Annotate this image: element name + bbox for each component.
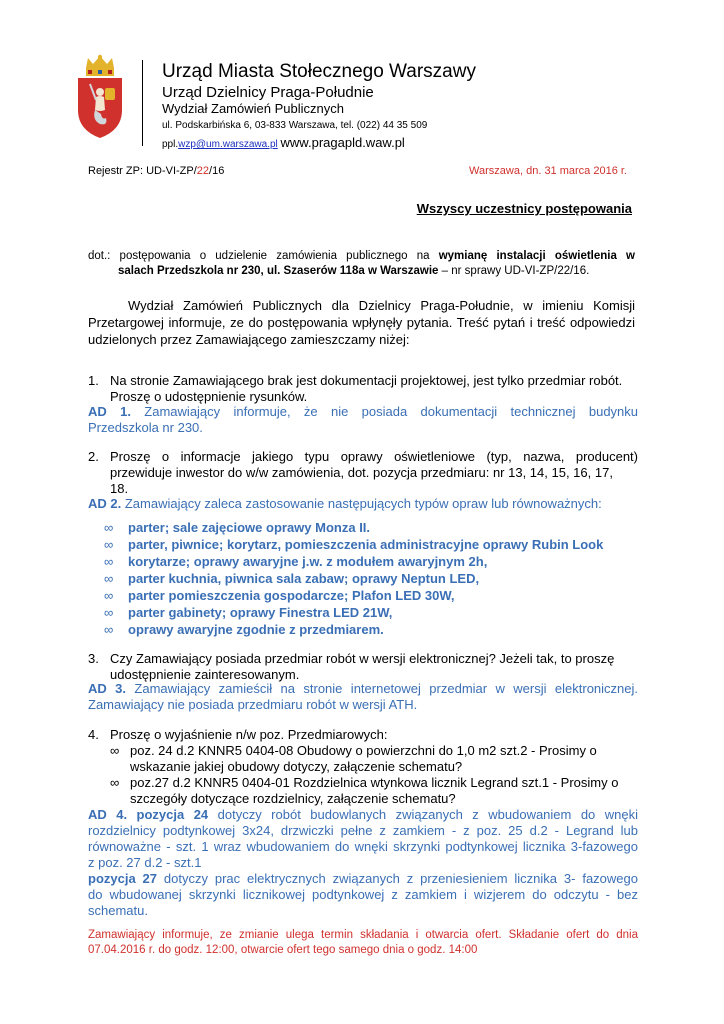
answer-1: AD 1. Zamawiający informuje, że nie posiada dokumentacji technicznej budynku Przedszkola nr 230. [88,404,639,435]
district-title: Urząd Dzielnicy Praga-Południe [162,84,374,101]
answer-2: AD 2. Zamawiający zaleca zastosowanie następujących typów opraw lub równoważnych: [88,496,602,511]
subject-line: dot.: postępowania o udzielenie zamówienia publicznego na wymianę instalacji oświetlenia w salach Przedszkola nr 230, ul. Szaserów 118a w Warszawie – nr sprawy UD-VI-ZP/22/16. [88,250,635,277]
deadline-change-note: Zamawiający informuje, ze zmianie ulega termin składania i otwarcia ofert. Składanie ofert do dnia 07.04.2016 r. do godz. 12:00, otwarcie ofert tego samego dnia o godz. 14:00 [88,929,638,956]
question-4-item-2: ∞ poz.27 d.2 KNNR5 0404-01 Rozdzielnica wtynkowa licznik Legrand szt.1 - Prosimy o szczegóły dotyczące rozdzielnicy, załączenie schematu? [110,775,619,806]
document-date: Warszawa, dn. 31 marca 2016 r. [469,165,627,177]
email-link[interactable]: wzp@um.warszawa.pl [178,139,278,150]
list-item: ∞ oprawy awaryjne zgodnie z przedmiarem. [104,622,384,637]
list-item: ∞ parter gabinety; oprawy Finestra LED 21W, [104,605,393,620]
intro-paragraph: Wydział Zamówień Publicznych dla Dzielnicy Praga-Południe, w imieniu Komisji Przetargowej informuje, ze do postępowania wpłynęły pytania. Treść pytań i treść odpowiedzi udzielonych przez Zamawiającego zamieszczamy niżej: [88,298,635,347]
registry-number-highlight: 22 [196,165,210,177]
answer-4: AD 4. pozycja 24 dotyczy robót budowlanych związanych z wbudowaniem do wnęki rozdzielnicy podtynkowej 3x24, drzwiczki pełne z zamkiem - z poz. 25 d.2 - Legrand lub równoważne - szt. 1 wraz wbudowaniem do wnęki skrzynki podtynkowej licznika 3-fazowego z poz. 27 d.2 - szt.1 pozycja 27 dotyczy prac elektrycznych związanych z przeniesieniem licznika 3- fazowego do wbudowanej skrzynki licznikowej podtynkowej z zamkiem i wizjerem do odczytu - bez schematu. [88,807,638,918]
registry-number: Rejestr ZP: UD-VI-ZP/22/16 [88,165,225,177]
list-item: ∞ parter pomieszczenia gospodarcze; Plafon LED 30W, [104,588,455,603]
header-divider [142,60,143,146]
list-item: ∞ korytarze; oprawy awaryjne j.w. z modułem awaryjnym 2h, [104,554,488,569]
question-1: 1. Na stronie Zamawiającego brak jest dokumentacji projektowej, jest tylko przedmiar robót. Proszę o udostępnienie rysunków. [88,373,623,404]
question-4: 4. Proszę o wyjaśnienie n/w poz. Przedmiarowych: [88,727,388,742]
luminaire-list [104,519,603,638]
office-title: Urząd Miasta Stołecznego Warszawy [162,61,476,82]
website-text: www.pragapld.waw.pl [280,135,405,150]
question-2: 2. Proszę o informacje jakiego typu oprawy oświetleniowe (typ, nazwa, producent) przewiduje inwestor do w/w zamówienia, dot. pozycja przedmiaru: nr 13, 14, 15, 16, 17, 18. [88,449,638,496]
addressee-heading: Wszyscy uczestnicy postępowania [416,201,632,216]
answer-3: AD 3. Zamawiający zamieścił na stronie internetowej przedmiar w wersji elektronicznej. Zamawiający nie posiada przedmiaru robót w wersji ATH. [88,681,638,712]
list-item: ∞ parter; sale zajęciowe oprawy Monza II. [104,520,371,535]
department-name: Wydział Zamówień Publicznych [162,101,344,116]
list-item: ∞ parter, piwnice; korytarz, pomieszczenia administracyjne oprawy Rubin Look [104,537,604,552]
question-4-item-1: ∞ poz. 24 d.2 KNNR5 0404-08 Obudowy o powierzchni do 1,0 m2 szt.2 - Prosimy o wskazanie jakiej obudowy dotyczy, załączenie schematu? [110,743,597,774]
contact-line [162,135,405,150]
office-address: ul. Podskarbińska 6, 03-833 Warszawa, tel. (022) 44 35 509 [162,120,428,131]
question-3: 3. Czy Zamawiający posiada przedmiar robót w wersji elektronicznej? Jeżeli tak, to proszę udostępnienie zainteresowanym. [88,651,615,682]
warsaw-coat-of-arms [74,54,126,140]
email-prefix: ppl. [162,139,179,150]
list-item: ∞ parter kuchnia, piwnica sala zabaw; oprawy Neptun LED, [104,571,480,586]
